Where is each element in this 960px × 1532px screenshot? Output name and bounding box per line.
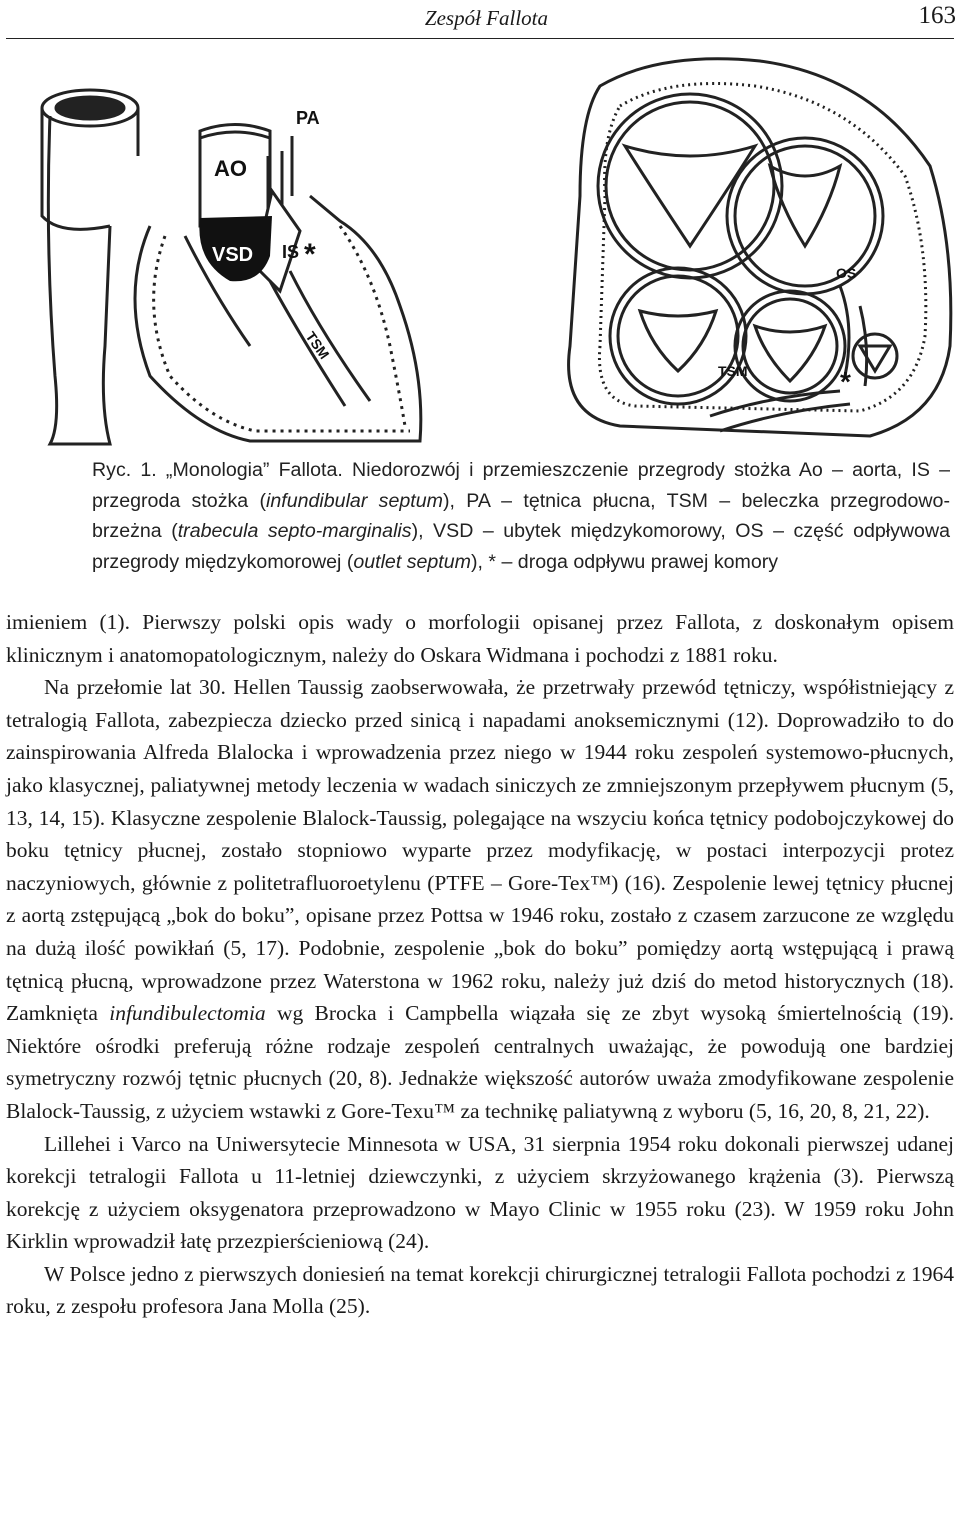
caption-text-4: ), * – droga odpływu prawej komory (470, 550, 779, 573)
caption-text-2: ), PA – tętnica płucna, TSM – beleczka przegrodowo-brzeżna ( (92, 489, 950, 543)
paragraph-1: imieniem (1). Pierwszy polski opis wady o morfologii opisanej przez Fallota, z doskonałym opisem klinicznym i anatomopatologicznym, należy do Oskara Widmana i pochodzi z 1881 roku. (6, 610, 954, 667)
label-tsm-right: TSM (718, 363, 748, 379)
label-star: * (304, 238, 316, 271)
valve-view-drawing (540, 46, 960, 446)
body-text (6, 606, 954, 1323)
caption-label: Ryc. 1. „Monologia” Fallota. (92, 459, 343, 481)
label-os: OS (836, 265, 857, 281)
caption-text-3: ), VSD – ubytek międzykomorowy, OS – część odpływowa przegrody międzykomorowej ( (92, 520, 950, 573)
label-ao: AO (214, 156, 247, 181)
paragraph-2 (6, 671, 954, 1127)
figure-1 (0, 46, 960, 446)
running-title: Zespół Fallota (424, 6, 548, 30)
figure-caption (6, 455, 950, 577)
paragraph-2-part-b: wg Brocka i Campbella wiązała się ze zbyt wysoką śmiertelnością (19). Niektóre ośrodki preferują różne rodzaje zespoleń centralnych uważając, że powodują one bardziej symetryczny rozwój tętnic płucnych (20, 8). Jednakże większość autorów uważa zmodyfikowane zespolenie Blalock-Taussig, z użyciem wstawki z Gore-Texu™ za technikę paliatywną z wyboru (5, 16, 20, 8, 21, 22). (6, 1001, 954, 1123)
paragraph-2-italic: infundibulectomia (109, 1001, 266, 1026)
label-is: IS (282, 242, 300, 262)
paragraph-4: W Polsce jedno z pierwszych doniesień na temat korekcji chirurgicznej tetralogii Fallota pochodzi z 1964 roku, z zespołu profesora Jana Molla (25). (6, 1261, 954, 1319)
caption-text-1: Niedorozwój i przemieszczenie przegrody stożka Ao – aorta, IS – przegroda stożka ( (92, 459, 951, 512)
label-tsm: TSM (302, 328, 333, 362)
paragraph-3: Lillehei i Varco na Uniwersytecie Minnesota w USA, 31 sierpnia 1954 roku dokonali pierwszej udanej korekcji tetralogii Fallota u 11-letniej dziewczynki, z użyciem skrzyżowanego krążenia (3). Pierwszą korekcję z użyciem oksygenatora przeprowadzono w Mayo Clinic w 1955 roku (23). W 1959 roku John Kirklin wprowadził łatę przezpierścieniową (24). (6, 1131, 954, 1254)
label-vsd: VSD (212, 244, 254, 266)
label-star-right: * (840, 366, 851, 397)
label-pa: PA (296, 108, 320, 128)
page-header (0, 0, 960, 40)
heart-section-drawing (0, 46, 430, 446)
caption-italic-1: infundibular septum (266, 489, 443, 512)
header-rule (6, 38, 954, 39)
caption-italic-3: outlet septum (353, 550, 471, 573)
page-number: 163 (918, 2, 956, 29)
paragraph-2-part-a: Na przełomie lat 30. Hellen Taussig zaobserwowała, że przetrwały przewód tętniczy, współistniejący z tetralogią Fallota, zabezpiecza dziecko przed sinicą i napadami anoksemicznymi (12). Doprowadziło to do zainspirowania Alfreda Blalocka i wprowadzenia przez niego w 1944 roku zespoleń systemowo-płucnych, jako klasycznej, paliatywnej metody leczenia w wadach siniczych ze zmniejszonym przepływem płucnym (5, 13, 14, 15). Klasyczne zespolenie Blalock-Taussig, polegające na wszyciu końca tętnicy podobojczykowej do boku tętnicy płucnej, zostało stopniowo wyparte przez modyfikację, w postaci interpozycji protez naczyniowych, głównie z politetrafluoroetylenu (PTFE – Gore-Tex™) (16). Zespolenie lewej tętnicy płucnej z aortą zstępującą „bok do boku”, opisane przez Pottsa w 1946 roku, zostało z czasem zarzucone ze względu na dużą ilość powikłań (5, 17). Podobnie, zespolenie „bok do boku” pomiędzy aortą wstępującą i prawą tętnicą płucną, wprowadzone przez Waterstona w 1962 roku, należy już dziś do metod historycznych (18). Zamknięta (6, 675, 954, 1026)
caption-italic-2: trabecula septo-marginalis (177, 520, 412, 543)
